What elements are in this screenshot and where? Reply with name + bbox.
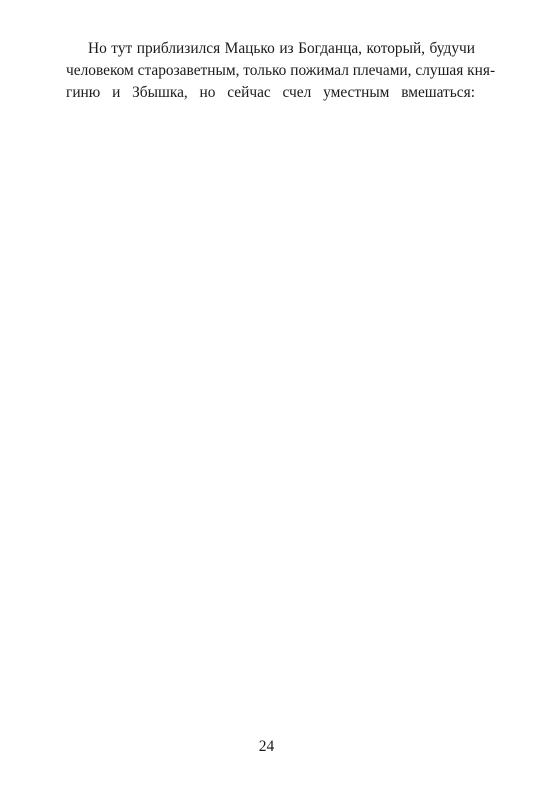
text-line: человеком старозаветным, только пожимал плечами, слушая кня- (66, 62, 496, 80)
body-text (66, 38, 496, 104)
page-number: 24 (258, 738, 275, 755)
text-line: Но тут приблизился Мацько из Богданца, который, будучи (88, 40, 475, 57)
text-line: гиню и Збышка, но сейчас счел уместным вмешаться: (66, 84, 475, 102)
